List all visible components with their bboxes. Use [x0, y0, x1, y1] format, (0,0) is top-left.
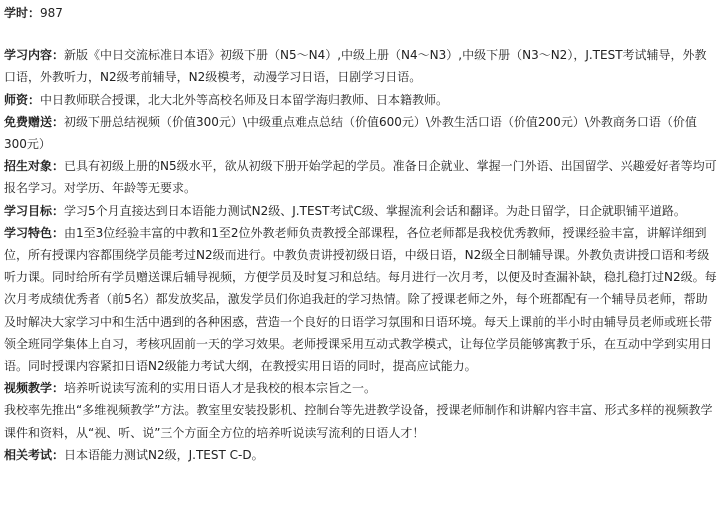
content-text: 新版《中日交流标准日本语》初级下册（N5～N4）,中级上册（N4～N3）,中级下册（N3～N2），J.TEST考试辅导，外教口语，外教听力，N2级考前辅导，N2级模考，动漫学习日语，日剧学习日语。 — [4, 48, 707, 85]
features-label: 学习特色： — [4, 225, 65, 240]
video-row — [4, 377, 718, 399]
goal-label: 学习目标： — [4, 203, 65, 218]
hours-row — [4, 2, 718, 24]
content-label: 学习内容： — [4, 48, 65, 63]
teachers-row — [4, 89, 718, 111]
goal-text: 学习5个月直接达到日本语能力测试N2级、J.TEST考试C级、掌握流利会话和翻译。为赴日留学，日企就职铺平道路。 — [64, 203, 686, 218]
goal-row — [4, 200, 718, 222]
gifts-label: 免费赠送： — [4, 114, 65, 129]
teachers-text: 中日教师联合授课，北大北外等高校名师及日本留学海归教师、日本籍教师。 — [40, 92, 449, 107]
video-label: 视频教学： — [4, 381, 65, 396]
teachers-label: 师资： — [4, 92, 41, 107]
video-detail: 我校率先推出“多维视频教学”方法。教室里安装投影机、控制台等先进教学设备，授课老师制作和讲解内容丰富、形式多样的视频教学课件和资料，从“视、听、说”三个方面全方位的培养听说读写流利的日语人才！ — [4, 403, 713, 440]
exams-text: 日本语能力测试N2级，J.TEST C-D。 — [64, 447, 264, 462]
video-text: 培养听说读写流利的实用日语人才是我校的根本宗旨之一。 — [64, 381, 377, 396]
features-row — [4, 222, 718, 377]
hours-value: 987 — [40, 6, 63, 20]
content-row — [4, 44, 718, 88]
hours-label: 学时： — [4, 6, 41, 20]
exams-row — [4, 444, 718, 466]
features-text: 由1至3位经验丰富的中教和1至2位外教老师负责教授全部课程，各位老师都是我校优秀教师，授课经验丰富，讲解详细到位，所有授课内容都围绕学员能考过N2级而进行。中教负责讲授初级日语，中级日语，N2级全日制辅导课。外教负责讲授口语和考级听力课。同时给所有学员赠送课后辅导视频，方便学员及时复习和总结。每月进行一次月考，以便及时查漏补缺，稳扎稳打过N2级。每次月考成绩优秀者（前5名）都发放奖品，激发学员们你追我赶的学习热情。除了授课老师之外，每个班都配有一个辅导员老师，帮助及时解决大家学习中和生活中遇到的各种困惑，营造一个良好的日语学习氛围和日语环境。每天上课前的半小时由辅导员老师或班长带领全班同学集体上自习，考核巩固前一天的学习效果。老师授课采用互动式教学模式，让每位学员能够寓教于乐，在互动中学到实用日语。同时授课内容紧扣日语N2级能力考试大纲，在教授实用日语的同时，提高应试能力。 — [4, 225, 717, 374]
spacer — [4, 24, 718, 44]
audience-label: 招生对象： — [4, 159, 65, 174]
exams-label: 相关考试： — [4, 447, 65, 462]
gifts-text: 初级下册总结视频（价值300元）\中级重点难点总结（价值600元）\外教生活口语（价值200元）\外教商务口语（价值300元） — [4, 114, 697, 152]
audience-text: 已具有初级上册的N5级水平，欲从初级下册开始学起的学员。准备日企就业、掌握一门外语、出国留学、兴趣爱好者等均可报名学习。对学历、年龄等无要求。 — [4, 159, 717, 196]
audience-row — [4, 155, 718, 199]
gifts-row — [4, 111, 718, 155]
